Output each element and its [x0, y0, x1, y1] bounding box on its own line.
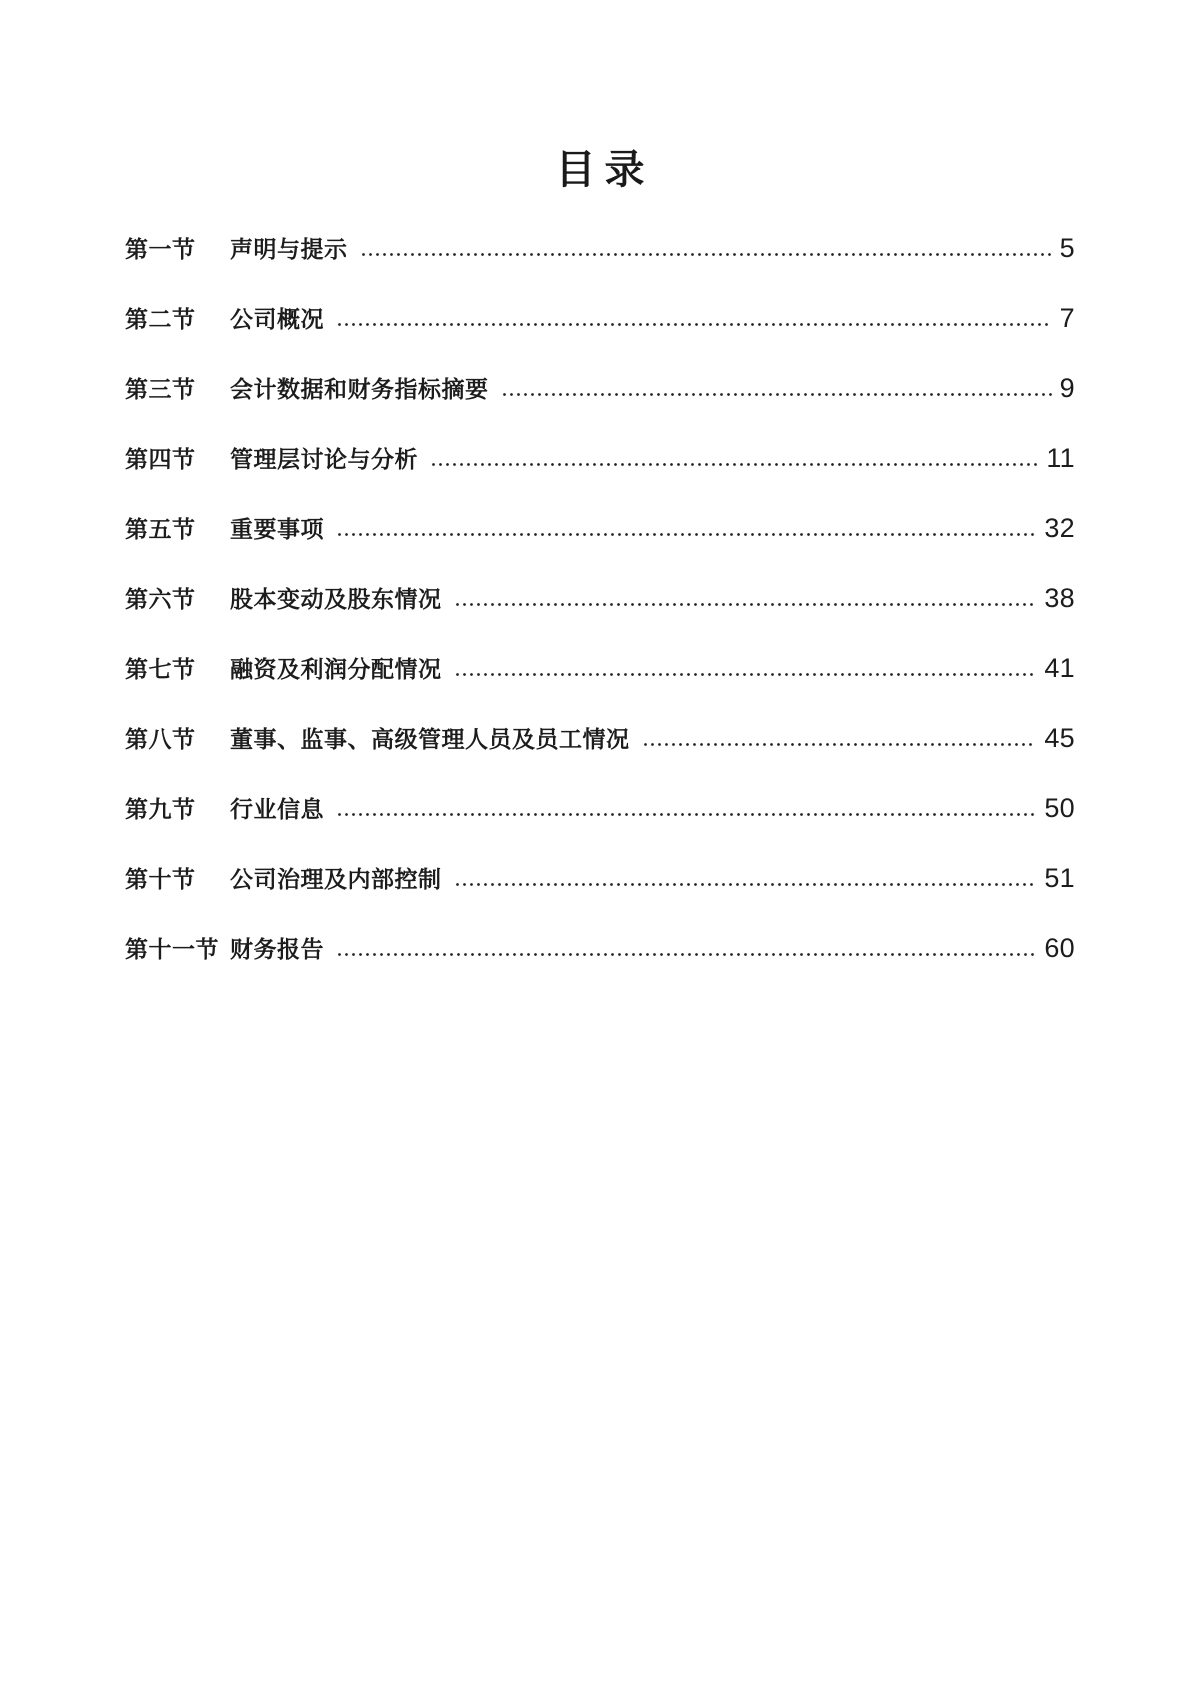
toc-list: [125, 233, 1075, 965]
toc-entry-section: 第二节: [125, 307, 196, 332]
toc-entry-section: 第十一节: [125, 937, 219, 962]
toc-entry-page: 41: [1044, 653, 1075, 683]
dot-leader: [452, 672, 1037, 677]
toc-entry-page: 9: [1059, 373, 1075, 403]
toc-entry-page: 38: [1044, 583, 1075, 613]
toc-entry-section: 第五节: [125, 517, 196, 542]
toc-entry: [125, 653, 1075, 685]
toc-heading: 目录: [555, 147, 654, 192]
toc-entry: [125, 303, 1075, 335]
toc-entry-title: 财务报告: [230, 937, 324, 962]
toc-entry-title: 会计数据和财务指标摘要: [230, 377, 489, 402]
toc-entry-section: 第四节: [125, 447, 196, 472]
toc-entry-title: 董事、监事、高级管理人员及员工情况: [230, 727, 630, 752]
toc-entry-title: 公司概况: [230, 307, 324, 332]
toc-entry-section: 第七节: [125, 657, 196, 682]
toc-entry-section: 第三节: [125, 377, 196, 402]
toc-entry: [125, 933, 1075, 965]
dot-leader: [334, 952, 1036, 957]
toc-entry-page: 50: [1044, 793, 1075, 823]
toc-entry-title: 管理层讨论与分析: [230, 447, 418, 472]
toc-entry-page: 45: [1044, 723, 1075, 753]
toc-entry-title: 声明与提示: [230, 237, 348, 262]
toc-entry-section: 第六节: [125, 587, 196, 612]
dot-leader: [334, 322, 1052, 327]
toc-entry: [125, 793, 1075, 825]
toc-entry-page: 7: [1059, 303, 1075, 333]
toc-entry: [125, 583, 1075, 615]
toc-entry-page: 5: [1059, 233, 1075, 263]
toc-entry-title: 融资及利润分配情况: [230, 657, 442, 682]
dot-leader: [428, 462, 1038, 467]
toc-entry: [125, 723, 1075, 755]
toc-entry-title: 重要事项: [230, 517, 324, 542]
toc-entry-section: 第九节: [125, 797, 196, 822]
dot-leader: [452, 882, 1037, 887]
dot-leader: [358, 252, 1052, 257]
toc-entry-page: 60: [1044, 933, 1075, 963]
dot-leader: [334, 812, 1036, 817]
toc-entry-page: 32: [1044, 513, 1075, 543]
dot-leader: [640, 742, 1037, 747]
dot-leader: [452, 602, 1037, 607]
toc-entry-section: 第一节: [125, 237, 196, 262]
toc-entry-title: 公司治理及内部控制: [230, 867, 442, 892]
dot-leader: [334, 532, 1036, 537]
toc-entry-page: 51: [1044, 863, 1075, 893]
toc-entry: [125, 373, 1075, 405]
toc-entry-section: 第八节: [125, 727, 196, 752]
toc-entry-title: 行业信息: [230, 797, 324, 822]
toc-entry: [125, 863, 1075, 895]
toc-entry: [125, 443, 1075, 475]
dot-leader: [499, 392, 1052, 397]
toc-entry-title: 股本变动及股东情况: [230, 587, 442, 612]
toc-entry: [125, 513, 1075, 545]
toc-entry-section: 第十节: [125, 867, 196, 892]
toc-entry-page: 11: [1046, 443, 1075, 473]
toc-entry: [125, 233, 1075, 265]
